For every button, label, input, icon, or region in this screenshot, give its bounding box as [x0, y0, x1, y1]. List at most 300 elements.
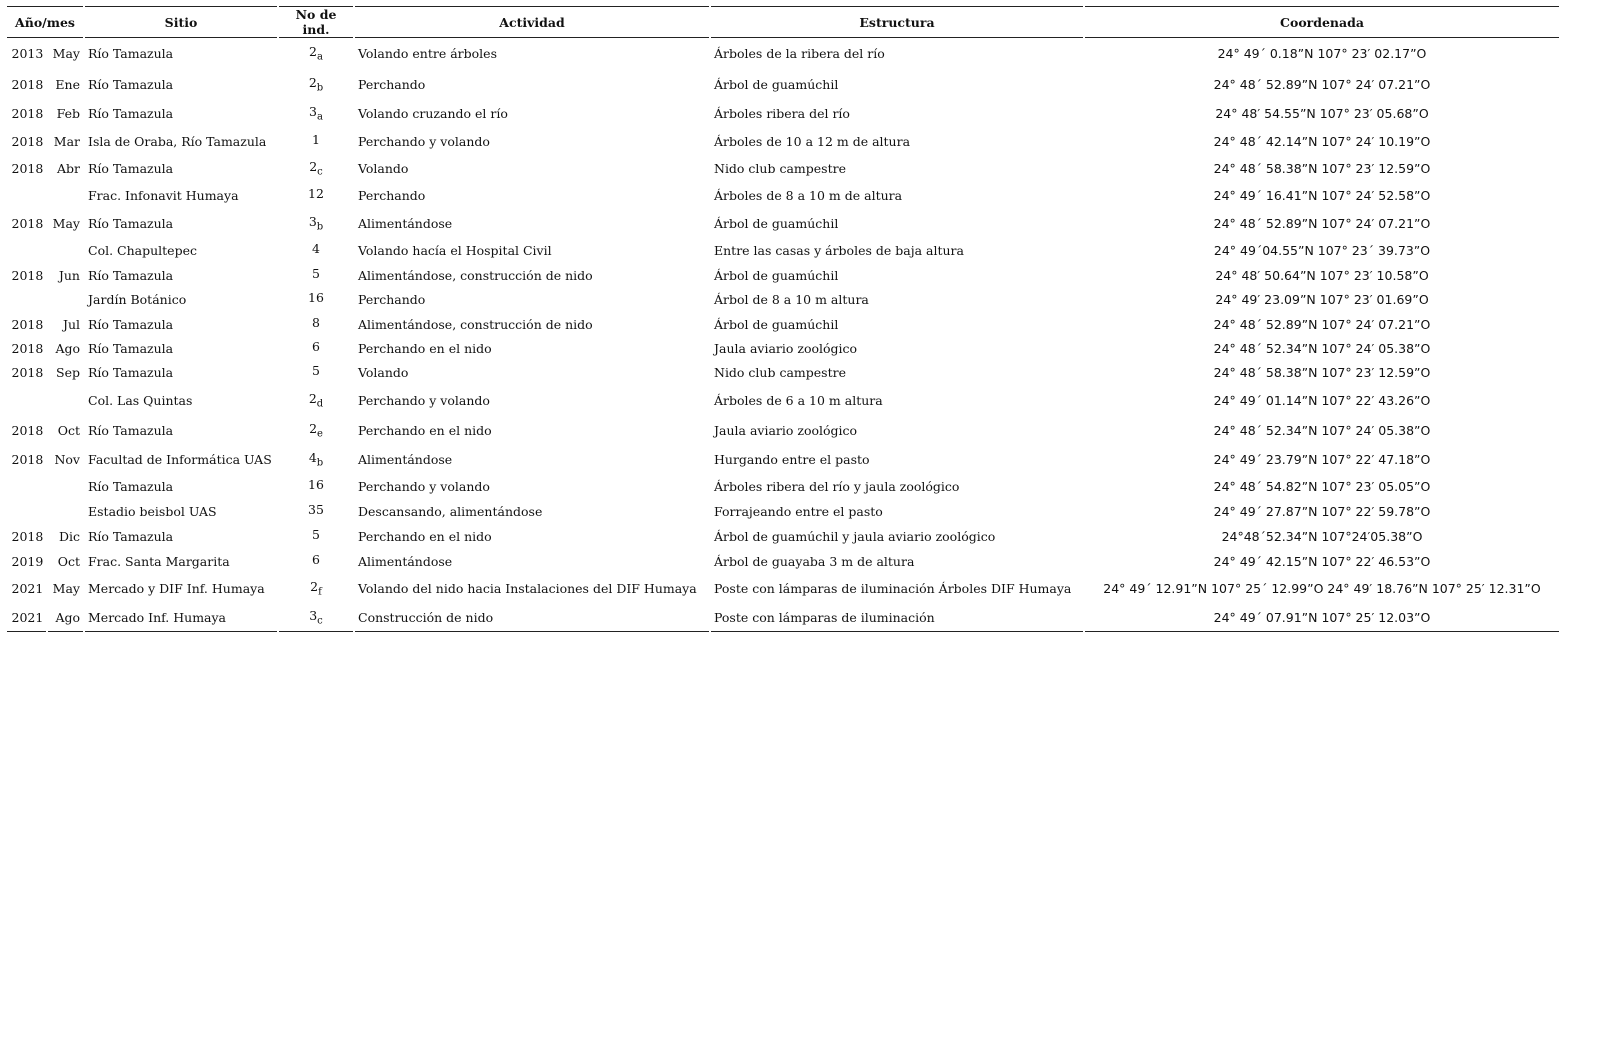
structure-cell	[711, 473, 1083, 499]
coordinate-cell	[1085, 263, 1559, 287]
structure-cell	[711, 574, 1083, 603]
activity-cell-text: Perchando en el nido	[358, 422, 492, 438]
year-cell	[7, 312, 46, 336]
site-cell	[85, 287, 277, 312]
site-cell	[85, 182, 277, 209]
count-cell-text: 4	[312, 240, 320, 256]
year-cell-text: 2018	[11, 340, 44, 356]
coordinate-cell-text: 24° 48´ 52.34”N 107° 24′ 05.38”O	[1213, 340, 1431, 356]
activity-cell-text: Alimentándose	[358, 451, 453, 467]
activity-cell	[355, 312, 709, 336]
coordinate-cell	[1085, 336, 1559, 360]
coordinate-cell-text: 24° 48´ 54.82”N 107° 23′ 05.05”O	[1213, 478, 1431, 494]
activity-cell-text: Perchando y volando	[358, 134, 490, 149]
year-cell	[7, 603, 46, 632]
count-subscript: f	[318, 586, 322, 598]
coordinate-cell-text: 24° 48′ 50.64”N 107° 23′ 10.58”O	[1215, 267, 1429, 283]
count-cell-text: 35	[308, 502, 324, 518]
count-cell	[279, 209, 353, 237]
activity-cell	[355, 38, 709, 69]
month-cell	[48, 237, 83, 263]
structure-cell-text: Poste con lámparas de iluminación Árboles DIF Humaya	[714, 581, 1072, 596]
structure-cell-text: Árbol de guamúchil	[714, 316, 839, 332]
year-cell	[7, 524, 46, 549]
month-cell	[48, 155, 83, 182]
year-cell-text: 2021	[11, 609, 44, 625]
count-cell-text: 3	[309, 104, 317, 120]
year-cell-text: 2018	[11, 316, 44, 332]
count-subscript: a	[316, 111, 323, 123]
coordinate-cell-text: 24° 48′ 54.55”N 107° 23′ 05.68”O	[1215, 106, 1429, 121]
coordinate-cell-text: 24° 48´ 42.14”N 107° 24′ 10.19”O	[1213, 134, 1431, 149]
month-cell	[48, 128, 83, 155]
year-cell	[7, 385, 46, 415]
coordinate-cell-text: 24° 49′ 23.09”N 107° 23′ 01.69”O	[1215, 292, 1429, 307]
structure-cell-text: Árbol de guamúchil y jaula aviario zoológico	[714, 529, 996, 544]
activity-cell-text: Construcción de nido	[358, 609, 494, 625]
year-cell	[7, 415, 46, 445]
activity-cell	[355, 385, 709, 415]
month-cell-text: Dic	[58, 529, 80, 544]
count-cell	[279, 385, 353, 415]
structure-cell	[711, 263, 1083, 287]
table-row	[7, 209, 1559, 237]
count-cell-text: 5	[312, 527, 320, 543]
structure-cell-text: Árboles ribera del río	[714, 106, 850, 121]
table-header-row	[7, 6, 1559, 38]
coordinate-cell	[1085, 237, 1559, 263]
site-cell-text: Río Tamazula	[88, 46, 174, 61]
table-row	[7, 499, 1559, 524]
structure-cell-text: Nido club campestre	[714, 365, 846, 380]
coordinate-cell	[1085, 182, 1559, 209]
table-row	[7, 415, 1559, 445]
structure-cell	[711, 336, 1083, 360]
month-cell	[48, 499, 83, 524]
count-cell-text: 2	[308, 74, 317, 90]
site-cell-text: Col. Chapultepec	[88, 242, 197, 258]
structure-cell-text: Jaula aviario zoológico	[714, 340, 858, 356]
year-cell-text: 2018	[11, 365, 44, 380]
coordinate-cell	[1085, 155, 1559, 182]
count-cell-text: 3	[309, 607, 318, 623]
year-cell	[7, 360, 46, 385]
site-cell	[85, 445, 277, 473]
count-cell	[279, 360, 353, 385]
count-cell-text: 2	[309, 159, 318, 175]
site-cell	[85, 360, 277, 385]
site-cell	[85, 263, 277, 287]
table-row	[7, 312, 1559, 336]
coordinate-cell-text: 24° 48´ 52.34”N 107° 24′ 05.38”O	[1213, 422, 1431, 438]
activity-cell	[355, 209, 709, 237]
activity-cell	[355, 499, 709, 524]
structure-cell-text: Jaula aviario zoológico	[714, 422, 858, 438]
activity-cell-text: Perchando y volando	[358, 392, 490, 408]
year-cell	[7, 336, 46, 360]
month-cell	[48, 312, 83, 336]
header-coordinate: Coordenada	[1085, 6, 1559, 38]
activity-cell	[355, 445, 709, 473]
structure-cell	[711, 155, 1083, 182]
coordinate-cell-text: 24° 49´ 42.15”N 107° 22′ 46.53”O	[1213, 554, 1431, 569]
table-row	[7, 445, 1559, 473]
coordinate-cell-text: 24° 49´ 0.18”N 107° 23′ 02.17”O	[1217, 46, 1427, 61]
activity-cell	[355, 69, 709, 99]
month-cell-text: Feb	[56, 106, 80, 121]
structure-cell-text: Poste con lámparas de iluminación	[714, 609, 935, 625]
month-cell	[48, 263, 83, 287]
count-cell	[279, 263, 353, 287]
structure-cell-text: Árboles de 6 a 10 m altura	[714, 392, 883, 408]
site-cell-text: Río Tamazula	[88, 478, 174, 494]
count-cell-text: 4	[308, 449, 317, 465]
table-row	[7, 385, 1559, 415]
year-cell	[7, 237, 46, 263]
month-cell-text: Abr	[56, 161, 80, 176]
structure-cell	[711, 415, 1083, 445]
count-cell	[279, 155, 353, 182]
coordinate-cell	[1085, 99, 1559, 128]
site-cell-text: Isla de Oraba, Río Tamazula	[88, 134, 267, 149]
header-year-month: Año/mes	[7, 6, 83, 38]
year-cell	[7, 99, 46, 128]
count-cell-text: 1	[312, 132, 320, 148]
table-row	[7, 99, 1559, 128]
month-cell-text: Jun	[58, 267, 80, 283]
site-cell	[85, 574, 277, 603]
coordinate-cell	[1085, 445, 1559, 473]
structure-cell	[711, 312, 1083, 336]
month-cell-text: Mar	[53, 134, 80, 149]
month-cell-text: Ago	[55, 340, 80, 356]
structure-cell	[711, 287, 1083, 312]
structure-cell	[711, 237, 1083, 263]
header-structure: Estructura	[711, 6, 1083, 38]
activity-cell-text: Alimentándose	[358, 215, 453, 231]
month-cell	[48, 473, 83, 499]
activity-cell-text: Alimentándose, construcción de nido	[358, 316, 593, 332]
activity-cell	[355, 155, 709, 182]
table-row	[7, 574, 1559, 603]
coordinate-cell-text: 24° 48´ 58.38”N 107° 23′ 12.59”O	[1213, 365, 1431, 380]
coordinate-cell	[1085, 415, 1559, 445]
coordinate-cell-text: 24° 49´ 27.87”N 107° 22′ 59.78”O	[1213, 504, 1431, 519]
activity-cell-text: Volando hacía el Hospital Civil	[358, 242, 552, 258]
activity-cell-text: Perchando	[358, 76, 426, 92]
year-cell-text: 2013	[11, 46, 44, 61]
table-row	[7, 549, 1559, 574]
year-cell	[7, 38, 46, 69]
structure-cell	[711, 499, 1083, 524]
activity-cell	[355, 360, 709, 385]
table-row	[7, 155, 1559, 182]
site-cell-text: Frac. Infonavit Humaya	[88, 188, 239, 203]
site-cell	[85, 499, 277, 524]
year-cell	[7, 69, 46, 99]
site-cell-text: Río Tamazula	[88, 215, 174, 231]
structure-cell-text: Nido club campestre	[714, 161, 846, 176]
coordinate-cell	[1085, 603, 1559, 632]
site-cell-text: Río Tamazula	[88, 267, 174, 283]
table-row	[7, 237, 1559, 263]
site-cell-text: Río Tamazula	[88, 106, 174, 121]
structure-cell	[711, 182, 1083, 209]
month-cell	[48, 445, 83, 473]
structure-cell-text: Árboles de la ribera del río	[714, 46, 885, 61]
site-cell	[85, 237, 277, 263]
activity-cell-text: Perchando	[358, 188, 426, 203]
month-cell	[48, 415, 83, 445]
site-cell-text: Río Tamazula	[88, 316, 174, 332]
coordinate-cell	[1085, 287, 1559, 312]
activity-cell	[355, 574, 709, 603]
coordinate-cell	[1085, 360, 1559, 385]
count-cell-text: 6	[312, 552, 320, 568]
month-cell	[48, 69, 83, 99]
table-row	[7, 38, 1559, 69]
structure-cell	[711, 38, 1083, 69]
count-cell	[279, 182, 353, 209]
coordinate-cell	[1085, 574, 1559, 603]
year-cell	[7, 263, 46, 287]
activity-cell-text: Volando	[358, 365, 409, 380]
structure-cell	[711, 99, 1083, 128]
year-cell	[7, 128, 46, 155]
activity-cell	[355, 336, 709, 360]
site-cell	[85, 603, 277, 632]
structure-cell-text: Árboles de 8 a 10 m de altura	[714, 188, 903, 203]
year-cell-text: 2018	[11, 106, 44, 121]
site-cell	[85, 38, 277, 69]
year-cell	[7, 209, 46, 237]
count-cell	[279, 549, 353, 574]
count-cell-text: 2	[309, 420, 318, 436]
site-cell	[85, 385, 277, 415]
coordinate-cell	[1085, 312, 1559, 336]
coordinate-cell	[1085, 499, 1559, 524]
month-cell	[48, 38, 83, 69]
count-cell	[279, 38, 353, 69]
activity-cell-text: Alimentándose	[358, 554, 453, 569]
activity-cell-text: Perchando y volando	[358, 478, 490, 494]
structure-cell-text: Forrajeando entre el pasto	[714, 504, 883, 519]
table-row	[7, 287, 1559, 312]
structure-cell-text: Hurgando entre el pasto	[714, 451, 870, 467]
count-cell-text: 8	[312, 314, 320, 330]
count-cell	[279, 287, 353, 312]
count-subscript: b	[316, 82, 324, 94]
month-cell-text: Oct	[57, 554, 80, 569]
month-cell	[48, 574, 83, 603]
structure-cell	[711, 360, 1083, 385]
site-cell	[85, 155, 277, 182]
count-subscript: a	[316, 51, 323, 63]
count-subscript: d	[316, 398, 324, 410]
count-cell	[279, 603, 353, 632]
month-cell-text: May	[52, 46, 80, 61]
month-cell	[48, 524, 83, 549]
site-cell	[85, 69, 277, 99]
count-cell	[279, 415, 353, 445]
structure-cell-text: Árboles de 10 a 12 m de altura	[714, 134, 911, 149]
structure-cell-text: Árbol de guamúchil	[714, 76, 839, 92]
site-cell	[85, 336, 277, 360]
year-cell-text: 2021	[11, 581, 44, 596]
site-cell-text: Col. Las Quintas	[88, 392, 193, 408]
coordinate-cell	[1085, 38, 1559, 69]
site-cell	[85, 415, 277, 445]
year-cell-text: 2018	[11, 215, 44, 231]
count-subscript: e	[317, 428, 323, 440]
count-cell-text: 6	[312, 338, 320, 354]
coordinate-cell-text: 24° 48´ 58.38”N 107° 23′ 12.59”O	[1213, 161, 1431, 176]
header-count: No de ind.	[279, 6, 353, 38]
month-cell	[48, 549, 83, 574]
activity-cell	[355, 287, 709, 312]
table-row	[7, 263, 1559, 287]
coordinate-cell-text: 24° 49´ 12.91”N 107° 25´ 12.99”O 24° 49′ 18.76”N 107° 25′ 12.31”O	[1103, 581, 1541, 596]
year-cell-text: 2018	[11, 529, 44, 544]
site-cell-text: Río Tamazula	[88, 422, 174, 438]
activity-cell-text: Volando del nido hacia Instalaciones del DIF Humaya	[358, 581, 697, 596]
activity-cell-text: Perchando en el nido	[358, 340, 492, 356]
month-cell-text: Oct	[57, 422, 80, 438]
count-cell-text: 16	[308, 290, 324, 306]
activity-cell	[355, 524, 709, 549]
coordinate-cell	[1085, 209, 1559, 237]
site-cell	[85, 128, 277, 155]
activity-cell-text: Volando	[358, 161, 409, 176]
site-cell	[85, 209, 277, 237]
month-cell	[48, 209, 83, 237]
count-cell	[279, 69, 353, 99]
count-subscript: c	[317, 166, 323, 178]
table-row	[7, 524, 1559, 549]
table-row	[7, 473, 1559, 499]
site-cell	[85, 549, 277, 574]
structure-cell	[711, 69, 1083, 99]
structure-cell-text: Árbol de 8 a 10 m altura	[714, 292, 869, 307]
count-cell-text: 12	[308, 186, 324, 202]
activity-cell-text: Descansando, alimentándose	[358, 504, 543, 519]
site-cell-text: Río Tamazula	[88, 76, 174, 92]
structure-cell	[711, 524, 1083, 549]
month-cell	[48, 336, 83, 360]
count-cell	[279, 336, 353, 360]
month-cell-text: May	[52, 581, 80, 596]
site-cell-text: Río Tamazula	[88, 340, 174, 356]
count-cell-text: 16	[308, 476, 324, 492]
structure-cell	[711, 445, 1083, 473]
site-cell-text: Río Tamazula	[88, 161, 174, 176]
coordinate-cell	[1085, 524, 1559, 549]
month-cell-text: Ene	[55, 76, 80, 92]
activity-cell	[355, 549, 709, 574]
year-cell	[7, 473, 46, 499]
site-cell-text: Jardín Botánico	[88, 292, 187, 307]
count-cell	[279, 524, 353, 549]
activity-cell-text: Perchando en el nido	[358, 529, 492, 544]
coordinate-cell-text: 24° 49´04.55”N 107° 23´ 39.73”O	[1213, 242, 1431, 258]
structure-cell	[711, 549, 1083, 574]
count-cell	[279, 312, 353, 336]
year-cell-text: 2018	[11, 451, 44, 467]
year-cell	[7, 499, 46, 524]
site-cell-text: Facultad de Informática UAS	[88, 451, 272, 467]
structure-cell-text: Árbol de guayaba 3 m de altura	[714, 554, 915, 569]
coordinate-cell-text: 24° 49´ 23.79”N 107° 22′ 47.18”O	[1213, 451, 1431, 467]
coordinate-cell-text: 24° 48´ 52.89”N 107° 24′ 07.21”O	[1213, 76, 1431, 92]
count-cell	[279, 445, 353, 473]
year-cell-text: 2018	[11, 134, 44, 149]
year-cell	[7, 287, 46, 312]
year-cell-text: 2018	[11, 161, 44, 176]
site-cell-text: Río Tamazula	[88, 365, 174, 380]
activity-cell-text: Alimentándose, construcción de nido	[358, 267, 593, 283]
count-cell	[279, 499, 353, 524]
coordinate-cell-text: 24° 48´ 52.89”N 107° 24′ 07.21”O	[1213, 316, 1431, 332]
month-cell	[48, 182, 83, 209]
sightings-table	[5, 6, 1561, 632]
coordinate-cell	[1085, 128, 1559, 155]
month-cell	[48, 385, 83, 415]
activity-cell	[355, 237, 709, 263]
count-cell	[279, 237, 353, 263]
year-cell-text: 2018	[11, 267, 44, 283]
site-cell	[85, 99, 277, 128]
month-cell	[48, 99, 83, 128]
coordinate-cell-text: 24° 49´ 07.91”N 107° 25′ 12.03”O	[1213, 609, 1431, 625]
count-cell-text: 2	[309, 44, 317, 60]
header-site: Sitio	[85, 6, 277, 38]
month-cell-text: Ago	[55, 609, 80, 625]
coordinate-cell-text: 24° 49´ 01.14”N 107° 22′ 43.26”O	[1213, 392, 1431, 408]
count-cell-text: 5	[312, 363, 320, 379]
structure-cell-text: Árbol de guamúchil	[714, 215, 839, 231]
count-cell-text: 2	[310, 579, 319, 595]
year-cell	[7, 155, 46, 182]
count-cell-text: 5	[312, 265, 320, 281]
header-activity: Actividad	[355, 6, 709, 38]
structure-cell-text: Entre las casas y árboles de baja altura	[714, 242, 964, 258]
count-cell	[279, 574, 353, 603]
structure-cell	[711, 128, 1083, 155]
year-cell-text: 2018	[11, 76, 44, 92]
activity-cell	[355, 415, 709, 445]
activity-cell-text: Volando entre árboles	[358, 46, 497, 61]
table-row	[7, 69, 1559, 99]
coordinate-cell-text: 24° 48´ 52.89”N 107° 24′ 07.21”O	[1213, 215, 1431, 231]
year-cell-text: 2018	[11, 422, 44, 438]
table-row	[7, 128, 1559, 155]
activity-cell-text: Perchando	[358, 292, 426, 307]
activity-cell	[355, 603, 709, 632]
activity-cell-text: Volando cruzando el río	[358, 106, 508, 121]
month-cell-text: Sep	[56, 365, 80, 380]
year-cell	[7, 549, 46, 574]
coordinate-cell	[1085, 549, 1559, 574]
coordinate-cell-text: 24° 49´ 16.41”N 107° 24′ 52.58”O	[1213, 188, 1431, 203]
table-row	[7, 336, 1559, 360]
count-subscript: c	[317, 615, 323, 627]
count-cell-text: 2	[308, 390, 317, 406]
month-cell	[48, 360, 83, 385]
activity-cell	[355, 473, 709, 499]
site-cell	[85, 312, 277, 336]
coordinate-cell	[1085, 473, 1559, 499]
coordinate-cell	[1085, 69, 1559, 99]
